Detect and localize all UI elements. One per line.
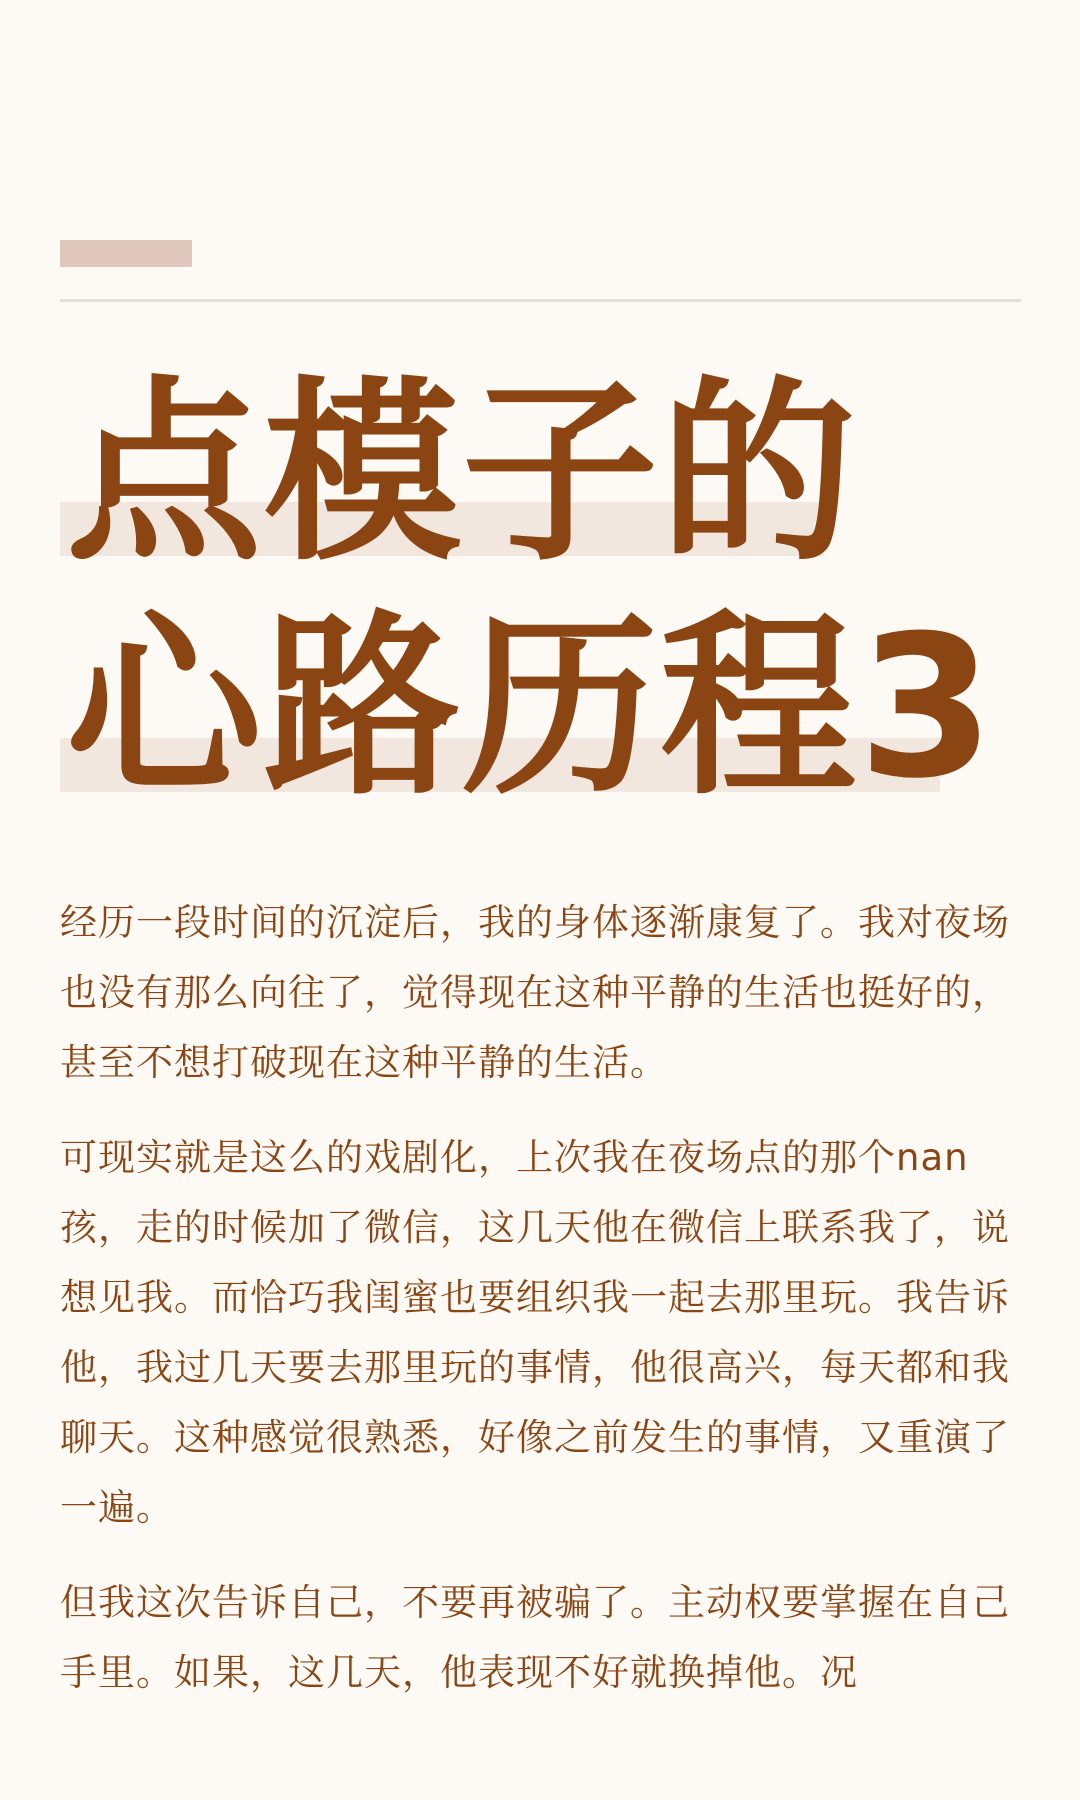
paragraph-2: 可现实就是这么的戏剧化，上次我在夜场点的那个nan孩，走的时候加了微信，这几天他在微信上联系我了，说想见我。而恰巧我闺蜜也要组织我一起去那里玩。我告诉他，我过几天要去那里玩的事情，他很高兴，每天都和我聊天。这种感觉很熟悉，好像之前发生的事情，又重演了一遍。 — [60, 1136, 1010, 1529]
page-title-line-2: 心路历程3 — [66, 594, 997, 822]
accent-bar — [60, 240, 192, 267]
paragraph-3: 但我这次告诉自己，不要再被骗了。主动权要掌握在自己手里。如果，这几天，他表现不好就换掉他。况 — [60, 1581, 1010, 1694]
divider-line — [60, 299, 1021, 302]
paragraph-1: 经历一段时间的沉淀后，我的身体逐渐康复了。我对夜场也没有那么向往了，觉得现在这种平静的生活也挺好的，甚至不想打破现在这种平静的生活。 — [60, 901, 1010, 1084]
article-body — [60, 888, 1030, 1733]
page-title-line-1: 点模子的 — [66, 360, 859, 588]
